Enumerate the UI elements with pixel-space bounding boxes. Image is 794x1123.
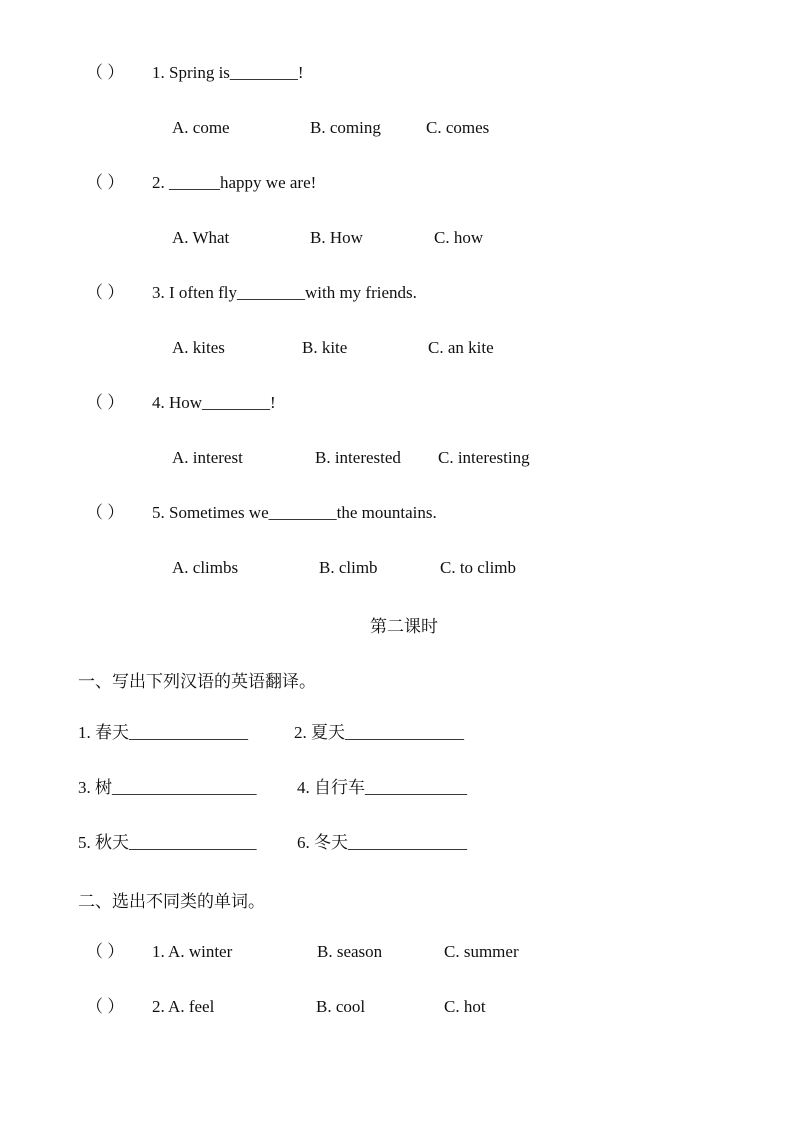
section-2-title: 二、选出不同类的单词。 [78, 892, 265, 911]
option-b: B. season [317, 942, 383, 961]
option-b: B. climb [319, 558, 378, 577]
answer-bracket: （ ） [86, 63, 125, 82]
option-c: C. interesting [438, 448, 530, 467]
option-b: B. kite [302, 338, 348, 357]
question-stem: 2. A. feel [152, 997, 215, 1016]
option-c: C. an kite [428, 338, 494, 357]
option-c: C. summer [444, 942, 519, 961]
option-b: B. cool [316, 997, 366, 1016]
answer-bracket: （ ） [86, 942, 125, 961]
option-c: C. comes [426, 118, 490, 137]
question-stem: 1. A. winter [152, 942, 233, 961]
translation-item: 4. 自行车____________ [297, 778, 467, 797]
translation-item: 5. 秋天_______________ [78, 833, 257, 852]
section-1-title: 一、写出下列汉语的英语翻译。 [78, 672, 316, 691]
option-a: A. kites [172, 338, 225, 357]
option-a: A. come [172, 118, 230, 137]
question-stem: 3. I often fly________with my friends. [152, 283, 417, 302]
answer-bracket: （ ） [86, 283, 125, 302]
lesson-title: 第二课时 [370, 617, 438, 636]
option-b: B. coming [310, 118, 381, 137]
translation-item: 6. 冬天______________ [297, 833, 467, 852]
question-stem: 2. ______happy we are! [152, 173, 317, 192]
answer-bracket: （ ） [86, 393, 125, 412]
option-c: C. to climb [440, 558, 517, 577]
option-b: B. interested [315, 448, 401, 467]
question-stem: 4. How________! [152, 393, 276, 412]
answer-bracket: （ ） [86, 173, 125, 192]
question-stem: 1. Spring is________! [152, 63, 304, 82]
option-a: A. What [172, 228, 230, 247]
option-c: C. hot [444, 997, 486, 1016]
translation-item: 2. 夏天______________ [294, 723, 464, 742]
answer-bracket: （ ） [86, 503, 125, 522]
option-b: B. How [310, 228, 363, 247]
option-c: C. how [434, 228, 484, 247]
question-stem: 5. Sometimes we________the mountains. [152, 503, 437, 522]
translation-item: 1. 春天______________ [78, 723, 248, 742]
answer-bracket: （ ） [86, 997, 125, 1016]
option-a: A. climbs [172, 558, 239, 577]
translation-item: 3. 树_________________ [78, 778, 257, 797]
option-a: A. interest [172, 448, 243, 467]
